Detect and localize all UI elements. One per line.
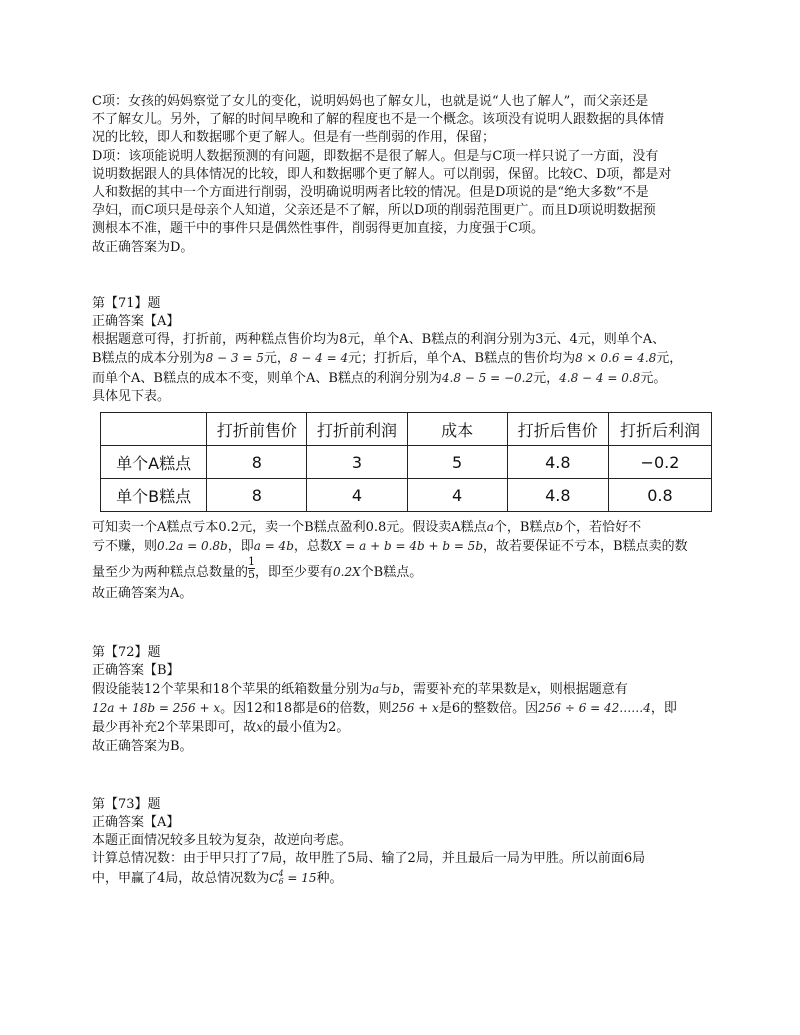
text-line: 不了解女儿。另外，了解的时间早晚和了解的程度也不是一个概念。该项没有说明人跟数据的具体情 <box>92 112 665 128</box>
option-analysis-block <box>92 93 712 257</box>
table-header-cell: 打折后利润 <box>608 413 711 446</box>
table-cell: 4.8 <box>507 446 608 479</box>
fraction: $\frac{1}{5}$ <box>248 555 256 582</box>
question-title: 第【72】题 <box>92 644 161 660</box>
question-72 <box>92 644 712 756</box>
math-expression: X = a + b = 4b + b = 5b <box>332 539 484 554</box>
math-expression: a <box>486 520 494 535</box>
correct-answer: 正确答案【A】 <box>92 314 180 330</box>
table-cell: 3 <box>307 446 407 479</box>
question-title: 第【71】题 <box>92 295 161 311</box>
document-page <box>92 93 712 888</box>
math-expression: b <box>555 520 564 535</box>
question-title: 第【73】题 <box>92 796 161 812</box>
table-cell: 0.8 <box>608 479 711 512</box>
math-expression: 8 − 3 = 5 <box>205 351 264 366</box>
math-expression: 8 × 0.6 = 4.8 <box>575 351 657 366</box>
text-line: 况的比较，即人和数据哪个更了解人。但是有一些削弱的作用，保留； <box>92 130 496 146</box>
table-cell: 8 <box>207 479 307 512</box>
cost-profit-table <box>100 412 712 512</box>
table-cell: 8 <box>207 446 307 479</box>
table-header-cell: 成本 <box>407 413 507 446</box>
conclusion-line: 故正确答案为D。 <box>92 239 194 255</box>
table-cell: 单个B糕点 <box>101 479 207 512</box>
conclusion-line: 故正确答案为B。 <box>92 738 193 754</box>
math-expression: 0.2X <box>333 565 361 580</box>
table-row <box>101 446 712 479</box>
text-line: 而单个A、B糕点的成本不变，则单个A、B糕点的利润分别为4.8 − 5 = −0.2元，4.8 − 4 = 0.8元。 <box>92 370 667 386</box>
text-line: 本题正面情况较多且较为复杂，故逆向考虑。 <box>92 833 353 849</box>
text-line: D项：该项能说明人数据预测的有问题，即数据不是很了解人。但是与C项一样只说了一方面，没有 <box>92 148 659 164</box>
correct-answer: 正确答案【B】 <box>92 662 180 678</box>
text-line: 说明数据跟人的具体情况的比较，即人和数据哪个更了解人。可以削弱，保留。比较C、D项，都是对 <box>92 166 672 182</box>
table-header-cell: 打折后售价 <box>507 413 608 446</box>
math-expression: 4.8 − 4 = 0.8 <box>559 370 641 385</box>
math-expression: b <box>392 682 400 697</box>
table-header-row <box>101 413 712 446</box>
table-cell: 4.8 <box>507 479 608 512</box>
table-row <box>101 479 712 512</box>
table-cell: 4 <box>407 479 507 512</box>
table-cell: 单个A糕点 <box>101 446 207 479</box>
table-cell: 5 <box>407 446 507 479</box>
text-line: 最少再补充2个苹果即可，故x的最小值为2。 <box>92 720 350 736</box>
math-expression: 256 ÷ 6 = 42……4 <box>538 701 651 716</box>
math-expression: 12a + 18b = 256 + x <box>92 701 221 716</box>
question-71 <box>92 295 712 604</box>
text-line: 具体见下表。 <box>92 388 171 404</box>
text-line: 根据题意可得，打折前，两种糕点售价均为8元，单个A、B糕点的利润分别为3元、4元，则单个A、 <box>92 332 666 348</box>
math-expression: a = 4b <box>253 539 294 554</box>
text-line: 中，甲赢了4局，故总情况数为C 4 6 = 15种。 <box>92 869 343 887</box>
table-cell: −0.2 <box>608 446 711 479</box>
math-expression: x <box>529 682 537 697</box>
text-line: 人和数据的其中一个方面进行削弱，没明确说明两者比较的情况。但是D项说的是“绝大多数”不是 <box>92 185 649 201</box>
text-line: B糕点的成本分别为8 − 3 = 5元，8 − 4 = 4元；打折后，单个A、B糕点的售价均为8 × 0.6 = 4.8元， <box>92 351 683 367</box>
math-expression: a <box>372 682 380 697</box>
question-73 <box>92 796 712 888</box>
text-line: C项：女孩的妈妈察觉了女儿的变化，说明妈妈也了解女儿，也就是说“人也了解人”，而父亲还是 <box>92 94 649 109</box>
combination-expression: C 4 6 = 15 <box>269 869 317 887</box>
math-expression: x <box>256 720 264 735</box>
math-expression: 4.8 − 5 = −0.2 <box>441 370 534 385</box>
text-line: 量至少为两种糕点总数量的 $\frac{1}{5}$ ，即至少要有0.2X个B糕点。 <box>92 555 423 582</box>
text-line: 测根本不准，题干中的事件只是偶然性事件，削弱得更加直接，力度强于C项。 <box>92 221 544 237</box>
text-line: 12a + 18b = 256 + x。因12和18都是6的倍数，则256 + x是6的整数倍。因256 ÷ 6 = 42……4，即 <box>92 701 677 717</box>
table-header-cell: 打折前售价 <box>207 413 307 446</box>
text-line: 亏不赚，则0.2a = 0.8b，即a = 4b，总数X = a + b = 4b + b = 5b，故若要保证不亏本，B糕点卖的数 <box>92 539 688 555</box>
table-header-cell: 打折前利润 <box>307 413 407 446</box>
text-line: 假设能装12个苹果和18个苹果的纸箱数量分别为a与b，需要补充的苹果数是x，则根据题意有 <box>92 682 628 698</box>
text-line: 计算总情况数：由于甲只打了7局，故甲胜了5局、输了2局，并且最后一局为甲胜。所以前面6局 <box>92 851 646 867</box>
table-header-cell <box>101 413 207 446</box>
correct-answer: 正确答案【A】 <box>92 815 180 831</box>
math-expression: 0.2a = 0.8b <box>157 539 228 554</box>
text-line: 可知卖一个A糕点亏本0.2元，卖一个B糕点盈利0.8元。假设卖A糕点a个，B糕点b个，若恰好不 <box>92 520 642 536</box>
math-expression: 8 − 4 = 4 <box>289 351 349 366</box>
math-expression: 256 + x <box>391 701 439 716</box>
conclusion-line: 故正确答案为A。 <box>92 586 193 602</box>
table-cell: 4 <box>307 479 407 512</box>
text-line: 孕妇，而C项只是母亲个人知道，父亲还是不了解，所以D项的削弱范围更广。而且D项说明数据预 <box>92 203 656 219</box>
